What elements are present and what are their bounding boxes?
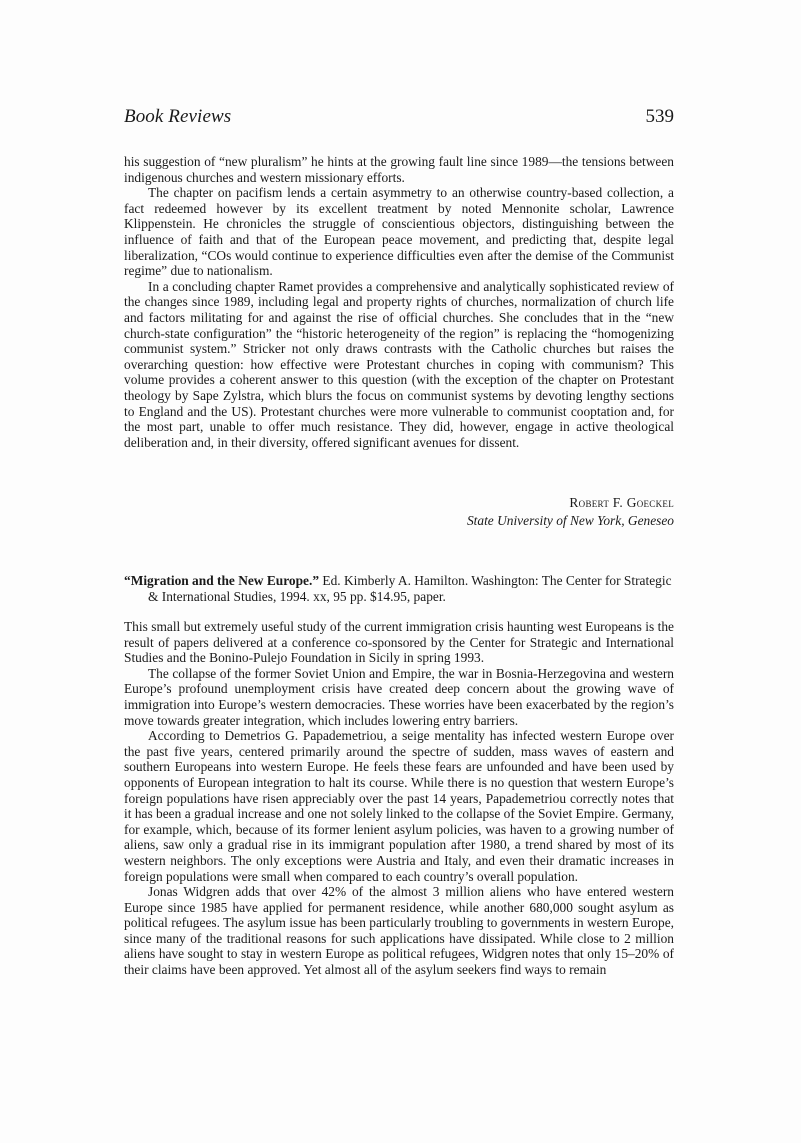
page-number: 539 xyxy=(645,106,674,127)
paragraph: his suggestion of “new pluralism” he hints at the growing fault line since 1989—the tensions between indigenous churches and western missionary efforts. xyxy=(124,154,674,185)
book-title: “Migration and the New Europe.” xyxy=(124,573,320,588)
paragraph: This small but extremely useful study of the current immigration crisis haunting west Europeans is the result of papers delivered at a conference co-sponsored by the Center for Strategic and International Studies and the Bonino-Pulejo Foundation in Sicily in spring 1993. xyxy=(124,619,674,666)
reviewer-name: Robert F. Goeckel xyxy=(569,495,674,510)
reviewer-signature xyxy=(467,494,674,530)
paragraph: The collapse of the former Soviet Union and Empire, the war in Bosnia-Herzegovina and western Europe’s profound unemployment crisis have created deep concern about the growing wave of immigration into Europe’s western democracies. These worries have been exacerbated by the region’s move towards greater integration, which includes lowering entry barriers. xyxy=(124,665,674,728)
paragraph: According to Demetrios G. Papademetriou, a seige mentality has infected western Europe over the past five years, centered primarily around the spectre of sudden, mass waves of eastern and southern Europeans into western Europe. He feels these fears are unfounded and have been used by opponents of European integration to halt its course. While there is no question that western Europe’s foreign populations have risen appreciably over the past 14 years, Papademetriou correctly notes that it has been a gradual increase and one not solely linked to the collapse of the Soviet Empire. Germany, for example, which, because of its former lenient asylum policies, was haven to a growing number of aliens, saw only a gradual rise in its immigrant population after 1980, a trend shared by most of its western neighbors. The only exceptions were Austria and Italy, and even their dramatic increases in foreign populations were small when compared to each country’s overall population. xyxy=(124,728,674,884)
reviewer-affiliation: State University of New York, Geneseo xyxy=(466,513,674,528)
page-header xyxy=(124,106,674,132)
review-migration-body xyxy=(124,619,674,978)
citation-details: Ed. Kimberly A. Hamilton. Washington: The Center for Strategic & International Studies, 1994. xx, 95 pp. $14.95, paper. xyxy=(148,573,672,604)
book-citation xyxy=(124,573,674,605)
paragraph: Jonas Widgren adds that over 42% of the almost 3 million aliens who have entered western Europe since 1985 have applied for permanent residence, while another 680,000 sought asylum as political refugees. The asylum issue has been particularly troubling to governments in western Europe, since many of the traditional reasons for such applications have dissipated. While close to 2 million aliens have sought to stay in western Europe as political refugees, Widgren notes that only 15–20% of their claims have been approved. Yet almost all of the asylum seekers find ways to remain xyxy=(124,884,674,978)
review-goeckel-body xyxy=(124,154,674,450)
paragraph: In a concluding chapter Ramet provides a comprehensive and analytically sophisticated review of the changes since 1989, including legal and property rights of churches, normalization of church life and factors militating for and against the rise of official churches. She concludes that in the “new church-state configuration” the “historic heterogeneity of the region” is replacing the “homogenizing communist system.” Stricker not only draws contrasts with the Catholic churches but raises the overarching question: how effective were Protestant churches in coping with communism? This volume provides a coherent answer to this question (with the exception of the chapter on Protestant theology by Sape Zylstra, which blurs the focus on communist systems by devoting lengthy sections to England and the US). Protestant churches were more vulnerable to communist cooptation and, for the most part, unable to offer much resistance. They did, however, engage in active theological deliberation and, in their diversity, offered significant avenues for dissent. xyxy=(124,278,674,450)
paragraph: The chapter on pacifism lends a certain asymmetry to an otherwise country-based collection, a fact redeemed however by its excellent treatment by noted Mennonite scholar, Lawrence Klippenstein. He chronicles the struggle of conscientious objectors, distinguishing between the influence of faith and that of the European peace movement, and predicting that, despite legal liberalization, “COs would continue to experience difficulties even after the demise of the Communist regime” due to nationalism. xyxy=(124,185,674,279)
running-head: Book Reviews xyxy=(124,106,232,127)
